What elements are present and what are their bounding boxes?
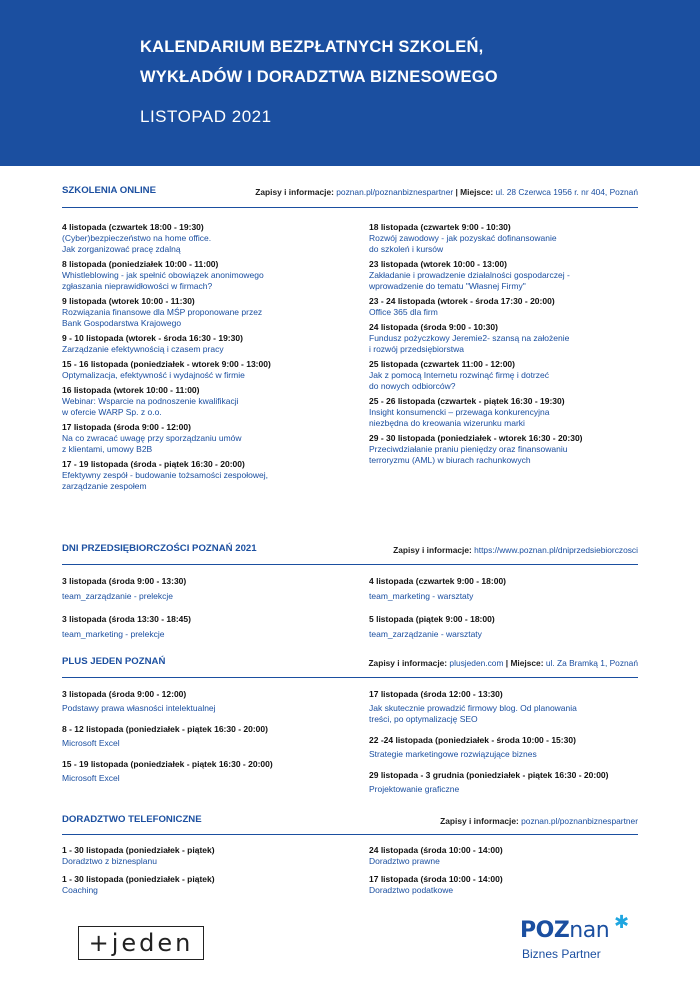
event-description: Jak z pomocą Internetu rozwinąć firmę i dotrzeć do nowych odbiorców?: [369, 370, 549, 391]
event-description: Microsoft Excel: [62, 773, 120, 783]
event-date: 17 listopada (środa 10:00 - 14:00): [369, 874, 503, 884]
event-date: 23 listopada (wtorek 10:00 - 13:00): [369, 259, 507, 269]
events-right-column: [369, 576, 639, 640]
event-date: 15 - 16 listopada (poniedziałek - wtorek 9:00 - 13:00): [62, 359, 271, 369]
events-right-column: [369, 845, 639, 896]
asterisk-icon: ✱: [614, 912, 630, 932]
event-item: [369, 689, 639, 725]
events-left-column: [62, 845, 332, 896]
event-date: 1 - 30 listopada (poniedziałek - piątek): [62, 874, 215, 884]
place-value: ul. Za Bramką 1, Poznań: [545, 658, 638, 668]
info-label: Zapisy i informacje:: [368, 658, 448, 668]
event-item: [62, 689, 332, 714]
event-description: Zarządzanie efektywnością i czasem pracy: [62, 344, 224, 354]
event-date: 8 - 12 listopada (poniedziałek - piątek 16:30 - 20:00): [62, 724, 268, 734]
event-item: [62, 359, 332, 381]
section-divider: [62, 207, 638, 208]
event-description: Webinar: Wsparcie na podnoszenie kwalifikacji w ofercie WARP Sp. z o.o.: [62, 396, 239, 417]
event-date: 17 - 19 listopada (środa - piątek 16:30 - 20:00): [62, 459, 245, 469]
section-divider: [62, 677, 638, 678]
event-item: [369, 359, 639, 392]
event-date: 15 - 19 listopada (poniedziałek - piątek 16:30 - 20:00): [62, 759, 273, 769]
event-description: Zakładanie i prowadzenie działalności gospodarczej - wprowadzenie do tematu "Własnej Firmy": [369, 270, 570, 291]
event-date: 5 listopada (piątek 9:00 - 18:00): [369, 614, 495, 624]
header-banner: [0, 0, 700, 166]
section-info-szkolenia-online: [255, 187, 638, 197]
event-item: [369, 322, 639, 355]
event-description: Doradztwo z biznesplanu: [62, 856, 157, 866]
event-date: 24 listopada (środa 10:00 - 14:00): [369, 845, 503, 855]
event-item: [62, 385, 332, 418]
event-item: [62, 459, 332, 492]
section-info-dni-przedsiebiorczosci: [393, 545, 638, 555]
event-description: Whistleblowing - jak spełnić obowiązek anonimowego zgłaszania nieprawidłowości w firmach?: [62, 270, 264, 291]
page-title-line1: KALENDARIUM BEZPŁATNYCH SZKOLEŃ,: [140, 38, 484, 56]
section-title-doradztwo-telefoniczne: DORADZTWO TELEFONICZNE: [62, 814, 202, 825]
event-description: Strategie marketingowe rozwiązujące biznes: [369, 749, 537, 759]
event-date: 17 listopada (środa 12:00 - 13:30): [369, 689, 503, 699]
event-item: [369, 770, 639, 795]
event-description: Rozwiązania finansowe dla MŚP proponowane przez Bank Gospodarstwa Krajowego: [62, 307, 263, 328]
place-label: Miejsce:: [460, 187, 494, 197]
event-description: Office 365 dla firm: [369, 307, 438, 317]
event-date: 4 listopada (czwartek 18:00 - 19:30): [62, 222, 204, 232]
event-date: 3 listopada (środa 13:30 - 18:45): [62, 614, 191, 624]
event-date: 1 - 30 listopada (poniedziałek - piątek): [62, 845, 215, 855]
info-link[interactable]: poznan.pl/poznanbiznespartner: [521, 816, 638, 826]
event-date: 8 listopada (poniedziałek 10:00 - 11:00): [62, 259, 219, 269]
event-item: [62, 759, 332, 784]
info-link[interactable]: plusjeden.com: [449, 658, 504, 668]
event-description: team_zarządzanie - prelekcje: [62, 591, 174, 601]
poznan-biznes-partner-logo: [520, 912, 630, 966]
poznan-wordmark-lower: nan: [569, 918, 610, 943]
biznes-partner-label: Biznes Partner: [522, 947, 601, 961]
event-item: [369, 222, 639, 255]
event-item: [369, 396, 639, 429]
section-info-plus-jeden: [368, 658, 638, 668]
event-description: Przeciwdziałanie praniu pieniędzy oraz finansowaniu terroryzmu (AML) w biurach rachunkowych: [369, 444, 568, 465]
events-left-column: [62, 222, 332, 492]
section-title-szkolenia-online: SZKOLENIA ONLINE: [62, 185, 156, 196]
events-left-column: [62, 689, 332, 784]
event-date: 4 listopada (czwartek 9:00 - 18:00): [369, 576, 507, 586]
info-label: Zapisy i informacje:: [440, 816, 519, 826]
event-date: 29 listopada - 3 grudnia (poniedziałek - piątek 16:30 - 20:00): [369, 770, 609, 780]
event-item: [369, 296, 639, 318]
event-item: [369, 874, 639, 896]
event-description: Doradztwo podatkowe: [369, 885, 454, 895]
event-item: [369, 259, 639, 292]
event-description: Doradztwo prawne: [369, 856, 440, 866]
info-separator: |: [453, 187, 461, 197]
info-link[interactable]: poznan.pl/poznanbiznespartner: [336, 187, 454, 197]
event-date: 17 listopada (środa 9:00 - 12:00): [62, 422, 191, 432]
event-date: 9 - 10 listopada (wtorek - środa 16:30 - 19:30): [62, 333, 243, 343]
event-item: [62, 724, 332, 749]
section-title-dni-przedsiebiorczosci: DNI PRZEDSIĘBIORCZOŚCI POZNAŃ 2021: [62, 543, 257, 554]
event-item: [62, 222, 332, 255]
event-date: 3 listopada (środa 9:00 - 13:30): [62, 576, 187, 586]
event-description: Fundusz pożyczkowy Jeremie2- szansą na założenie i rozwój przedsiębiorstwa: [369, 333, 570, 354]
place-label: Miejsce:: [510, 658, 544, 668]
events-left-column: [62, 576, 332, 640]
event-item: [62, 845, 332, 867]
info-label: Zapisy i informacje:: [255, 187, 334, 197]
event-description: Jak skutecznie prowadzić firmowy blog. Od planowania treści, po optymalizację SEO: [369, 703, 577, 724]
event-description: team_zarządzanie - warsztaty: [369, 629, 482, 639]
section-info-doradztwo-telefoniczne: [440, 816, 638, 826]
event-description: Na co zwracać uwagę przy sporządzaniu umów z klientami, umowy B2B: [62, 433, 242, 454]
place-value: ul. 28 Czerwca 1956 r. nr 404, Poznań: [495, 187, 638, 197]
page-subtitle: LISTOPAD 2021: [140, 107, 272, 126]
event-description: Coaching: [62, 885, 98, 895]
event-description: (Cyber)bezpieczeństwo na home office. Jak zorganizować pracę zdalną: [62, 233, 212, 254]
event-date: 16 listopada (wtorek 10:00 - 11:00): [62, 385, 200, 395]
poznan-wordmark: [520, 918, 609, 943]
event-item: [62, 422, 332, 455]
event-description: Rozwój zawodowy - jak pozyskać dofinansowanie do szkoleń i kursów: [369, 233, 557, 254]
info-label: Zapisy i informacje:: [393, 545, 472, 555]
event-date: 18 listopada (czwartek 9:00 - 10:30): [369, 222, 511, 232]
event-date: 23 - 24 listopada (wtorek - środa 17:30 - 20:00): [369, 296, 555, 306]
event-description: Microsoft Excel: [62, 738, 120, 748]
event-date: 29 - 30 listopada (poniedziałek - wtorek 16:30 - 20:30): [369, 433, 583, 443]
event-date: 25 - 26 listopada (czwartek - piątek 16:30 - 19:30): [369, 396, 565, 406]
event-description: team_marketing - warsztaty: [369, 591, 474, 601]
event-description: Projektowanie graficzne: [369, 784, 460, 794]
event-date: 22 -24 listopada (poniedziałek - środa 10:00 - 15:30): [369, 735, 576, 745]
event-item: [62, 576, 332, 602]
event-item: [62, 874, 332, 896]
event-description: Podstawy prawa własności intelektualnej: [62, 703, 216, 713]
event-date: 25 listopada (czwartek 11:00 - 12:00): [369, 359, 515, 369]
event-item: [62, 614, 332, 640]
event-item: [369, 433, 639, 466]
event-item: [62, 259, 332, 292]
events-right-column: [369, 689, 639, 795]
event-date: 9 listopada (wtorek 10:00 - 11:30): [62, 296, 195, 306]
info-separator: |: [503, 658, 511, 668]
event-item: [369, 845, 639, 867]
section-title-plus-jeden: PLUS JEDEN POZNAŃ: [62, 656, 166, 667]
plus-jeden-logo: +jeden: [78, 926, 204, 960]
event-description: Insight konsumencki – przewaga konkurencyjna niezbędna do kreowania wizerunku marki: [369, 407, 550, 428]
event-item: [369, 576, 639, 602]
event-item: [62, 333, 332, 355]
event-description: Optymalizacja, efektywność i wydajność w firmie: [62, 370, 245, 380]
event-item: [369, 614, 639, 640]
poznan-wordmark-upper: POZ: [520, 918, 570, 943]
event-item: [369, 735, 639, 760]
info-link[interactable]: https://www.poznan.pl/dniprzedsiebiorczosci: [474, 545, 638, 555]
events-right-column: [369, 222, 639, 466]
event-description: team_marketing - prelekcje: [62, 629, 165, 639]
event-date: 3 listopada (środa 9:00 - 12:00): [62, 689, 187, 699]
section-divider: [62, 564, 638, 565]
event-description: Efektywny zespół - budowanie tożsamości zespołowej, zarządzanie zespołem: [62, 470, 268, 491]
section-divider: [62, 834, 638, 835]
event-item: [62, 296, 332, 329]
page-title-line2: WYKŁADÓW I DORADZTWA BIZNESOWEGO: [140, 68, 498, 86]
event-date: 24 listopada (środa 9:00 - 10:30): [369, 322, 498, 332]
